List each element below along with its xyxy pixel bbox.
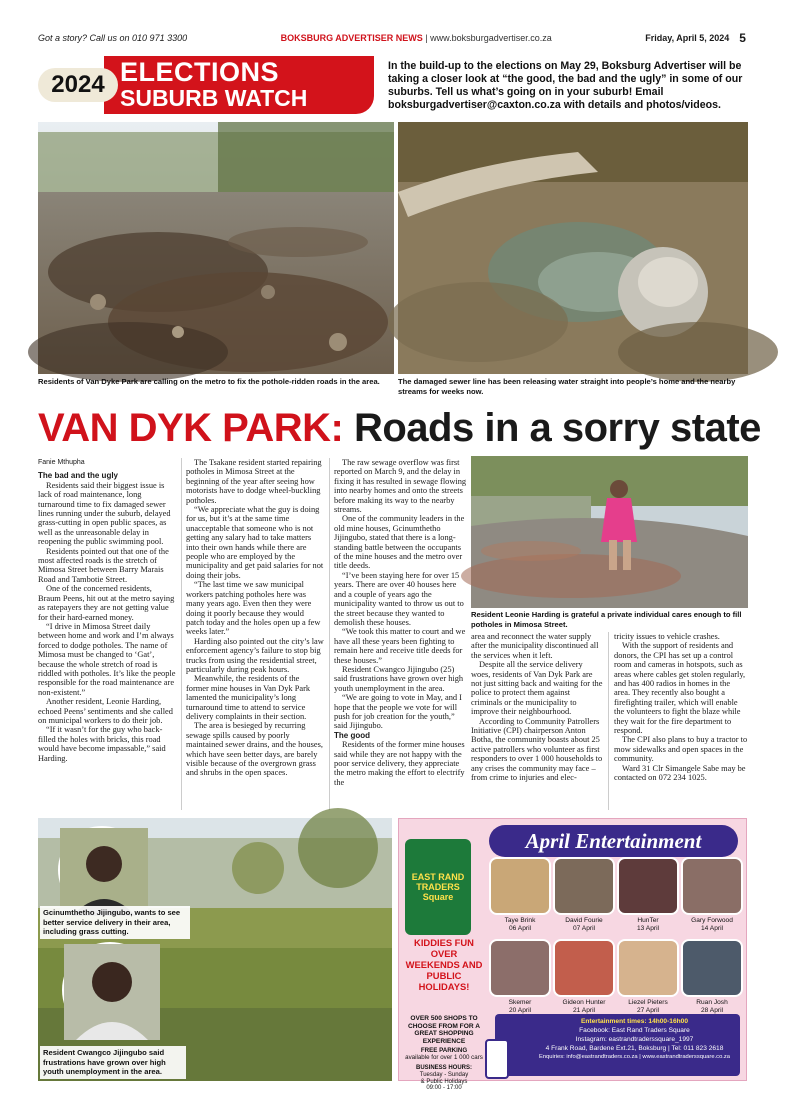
- intro-text: In the build-up to the elections on May 29, Boksburg Advertiser will be taking a closer look at “the good, the bad and the ugly” in some of our suburbs. Tell us what’s going on in your suburb! Email boksburgadvertiser@caxton.co.za with details and photos/videos.: [388, 60, 743, 111]
- sewer-photo: [398, 122, 748, 374]
- article-col3: [334, 458, 468, 787]
- article-col4: [471, 632, 603, 783]
- jijingubo-portrait-2: [62, 942, 158, 1038]
- artist-photo: [681, 857, 743, 915]
- artist-photo: [617, 939, 679, 997]
- subhead-bad-ugly: The bad and the ugly: [38, 471, 119, 481]
- paragraph: According to Community Patrollers Initiative (CPI) chairperson Anton Botha, the community boasts about 25 active patrollers who volunteer as first responders to over 1 000 households to any crises the community may face – from crime to injuries and elec-: [471, 716, 603, 783]
- parking-detail: available for over 1 000 cars: [405, 1054, 483, 1061]
- leonie-harding-photo: [471, 456, 748, 608]
- banner-line2: SUBURB WATCH: [120, 85, 308, 111]
- paragraph: “If it wasn’t for the guy who back-filled the holes with bricks, this road would have become impassable,” said Harding.: [38, 725, 166, 763]
- artist-card: [553, 939, 615, 1014]
- jijingubo-portrait-1: [58, 826, 146, 914]
- artist-card: [617, 939, 679, 1014]
- banner-year: 2024: [38, 68, 118, 102]
- column-rule: [608, 632, 609, 810]
- paragraph: Resident Cwangco Jijingubo (25) said frustrations have grown over high youth unemployment in the area.: [334, 664, 464, 693]
- paragraph: Residents of the former mine houses said while they are not happy with the poor service delivery, they appreciate the metro making the effort to electrify the: [334, 740, 465, 787]
- artist-name: David Fourie 07 April: [565, 917, 603, 932]
- article-col1: [38, 458, 176, 763]
- photo3-caption: Resident Leonie Harding is grateful a private individual cares enough to fill potholes in Mimosa Street.: [471, 610, 742, 629]
- paragraph: The area is besieged by recurring sewage spills caused by poorly maintained sewer drains, and the houses, which have seen better days, are barely visible because of the overgrown grass and shrubs in the open spaces.: [186, 721, 323, 778]
- banner-title-box: [104, 56, 374, 114]
- article-col2: [186, 458, 324, 778]
- hours-holidays: & Public Holidays: [420, 1078, 468, 1085]
- pothole-road-photo: [38, 122, 394, 374]
- paragraph: With the support of residents and donors, the CPI has set up a control room and cameras in hotspots, such as areas where cables get stolen regularly, and has 400 radios in homes in the area. They recently also bought a firefighting trailer, which will enable the volunteers to fight the blaze while they wait for the fire department to respond.: [614, 641, 746, 736]
- paragraph: One of the concerned residents, Braum Peens, hit out at the metro saying as ratepayers they are not getting value for their hard-earned money.: [38, 584, 175, 622]
- artist-name: Gary Forwood 14 April: [691, 917, 733, 932]
- enquiries[interactable]: Enquiries: info@eastrandtraders.co.za | www.eastrandtraderssquare.co.za: [538, 1054, 731, 1060]
- paragraph: “The last time we saw municipal workers patching potholes here was many years ago. Even then they were doing it poorly because they would patch today and the holes open up a few weeks later.”: [186, 580, 321, 637]
- paragraph: tricity issues to vehicle crashes.: [614, 632, 720, 641]
- paragraph: Residents pointed out that one of the most affected roads is the stretch of Mimosa Street between Barry Marais Road and Tambotie Street.: [38, 546, 169, 584]
- subhead-good: The good: [334, 730, 370, 740]
- artist-card: [489, 939, 551, 1014]
- photo1-caption: Residents of Van Dyke Park are calling on the metro to fix the pothole-ridden roads in the area.: [38, 377, 380, 386]
- byline: Fanie Mthupha: [38, 459, 85, 466]
- headline-black: Roads in a sorry state: [343, 406, 761, 450]
- artist-name: Gideon Hunter 21 April: [562, 999, 606, 1014]
- artist-name: HunTer 13 April: [637, 917, 659, 932]
- hours-time: 09:00 - 17:00: [426, 1085, 462, 1092]
- publication-name: BOKSBURG ADVERTISER NEWS | www.boksburgadvertiser.co.za: [280, 33, 552, 43]
- inset1-caption: Gcinumthetho Jijingubo, wants to see better service delivery in their area, including grass cutting.: [40, 906, 190, 939]
- artist-photo: [553, 857, 615, 915]
- april-entertainment-ad: [398, 818, 747, 1092]
- paragraph: Harding also pointed out the city’s law enforcement agency’s failure to stop big trucks from using the residential street, particularly during peak hours.: [186, 636, 324, 674]
- paragraph: “We took this matter to court and we have all these years been fighting to remain here and receive title deeds for these houses.”: [334, 627, 466, 665]
- ad-shops-text: OVER 500 SHOPS TO CHOOSE FROM FOR A GREAT SHOPPING EXPERIENCE: [408, 1015, 480, 1045]
- ad-kids-text: KIDDIES FUN OVER WEEKENDS AND PUBLIC HOLIDAYS!: [405, 937, 483, 992]
- paragraph: Despite all the service delivery woes, residents of Van Dyk Park are not just sitting back and waiting for the police to protect them against criminals or the municipality to improve their neighbourhood.: [471, 660, 603, 717]
- ad-hours: [403, 1065, 485, 1092]
- artist-card: [681, 857, 743, 932]
- parking-title: FREE PARKING: [420, 1047, 468, 1054]
- story-line: Got a story? Call us on 010 971 3300: [38, 33, 188, 43]
- column-rule: [181, 458, 182, 810]
- ad-parking: [403, 1047, 485, 1061]
- paragraph: Residents said their biggest issue is lack of road maintenance, long turnaround time to fix damaged sewer lines running under the suburb, delayed grass-cutting in open public spaces, as well as the unreasonable delay in reopening the public swimming pool.: [38, 480, 171, 547]
- artist-name: Ruan Josh 28 April: [696, 999, 728, 1014]
- artist-photo: [617, 857, 679, 915]
- paragraph: “We are going to vote in May, and I hope that the people we vote for will push for job creation for the youth,” said Jijingubo.: [334, 693, 462, 731]
- entertainment-times: Entertainment times: 14h00-16h00: [580, 1018, 688, 1025]
- page-header: [38, 30, 746, 46]
- paragraph: Ward 31 Clr Simangele Sabe may be contacted on 072 234 1025.: [614, 763, 746, 783]
- elections-banner: [38, 56, 374, 114]
- paragraph: The raw sewage overflow was first reported on March 9, and the delay in fixing it has resulted in sewage flowing into nearby homes and onto the streets before making its way to the nearby streams.: [334, 458, 467, 515]
- artist-photo: [489, 857, 551, 915]
- page-number: 5: [739, 31, 746, 45]
- hours-days: Tuesday - Sunday: [419, 1071, 469, 1078]
- artist-name: Taye Brink 06 April: [504, 917, 536, 932]
- phone-icon: [485, 1039, 509, 1079]
- inset2-caption: Resident Cwangco Jijingubo said frustrations have grown over high youth unemployment in the area.: [40, 1046, 186, 1079]
- artist-card: [617, 857, 679, 932]
- column-rule: [329, 458, 330, 810]
- hours-title: BUSINESS HOURS:: [415, 1065, 472, 1071]
- instagram-link[interactable]: Instagram: eastrandtraderssquare_1997: [575, 1036, 694, 1043]
- date-page: [645, 31, 746, 45]
- paragraph: “We appreciate what the guy is doing for us, but it’s at the same time unacceptable that someone who is not getting any salary had to take matters into their own hands while there are people who are employed by the municipality and get paid salaries for not doing their jobs.: [186, 505, 324, 580]
- artist-card: [489, 857, 551, 932]
- artist-photo: [553, 939, 615, 997]
- issue-date: Friday, April 5, 2024: [645, 33, 730, 43]
- paragraph: Another resident, Leonie Harding, echoed Peens’ sentiments and she called on municipal workers to do their job.: [38, 697, 173, 725]
- paragraph: One of the community leaders in the old mine houses, Gcinumthetho Jijingubo, stated that there is a long-standing battle between the occupants of the mine houses and the metro over title deeds.: [334, 514, 465, 571]
- ad-title: April Entertainment: [489, 825, 738, 857]
- banner-line1: ELECTIONS: [120, 57, 280, 87]
- artist-card: [553, 857, 615, 932]
- website: | www.boksburgadvertiser.co.za: [425, 33, 552, 43]
- artist-card: [681, 939, 743, 1014]
- paragraph: The Tsakane resident started repairing potholes in Mimosa Street at the beginning of the year after seeing how motorists have to dodge wheel-buckling potholes.: [186, 458, 322, 505]
- paragraph: Meanwhile, the residents of the former mine houses in Van Dyk Park lamented the municipality’s long turnaround time to attend to service delivery complaints in their section.: [186, 674, 311, 721]
- artist-name: Skemer 20 April: [508, 999, 532, 1014]
- facebook-link[interactable]: Facebook: East Rand Traders Square: [579, 1027, 690, 1034]
- artist-photo: [489, 939, 551, 997]
- article-col5: [614, 632, 748, 783]
- paragraph: area and reconnect the water supply after the municipality discontinued all the services when it left.: [471, 632, 599, 660]
- paragraph: “I drive in Mimosa Street daily between home and work and I’m always forced to dodge potholes. The name of Mimosa must be changed to ‘Gat’, because the whole stretch of road is riddled with potholes. It’s like the people responsible for the road maintenance are non-existent.”: [38, 621, 176, 697]
- artist-photo: [681, 939, 743, 997]
- address: 4 Frank Road, Bardene Ext.21, Boksburg | Tel: 011 823 2618: [545, 1045, 724, 1052]
- photo2-caption: The damaged sewer line has been releasing water straight into people’s home and the nearby streams for weeks now.: [398, 377, 736, 396]
- main-headline: [38, 404, 761, 452]
- headline-red: VAN DYK PARK:: [38, 406, 344, 450]
- artist-name: Liezel Pieters 27 April: [628, 999, 668, 1014]
- east-rand-traders-logo: EAST RAND TRADERS Square: [405, 839, 471, 935]
- paragraph: The CPI also plans to buy a tractor to mow sidewalks and open spaces in the community.: [614, 735, 748, 764]
- paragraph: “I’ve been staying here for over 15 years. There are over 40 houses here and a couple of years ago the municipality wanted to throw us out to the street because they wanted to demolish these houses.: [334, 570, 464, 627]
- ad-footer: [495, 1014, 740, 1076]
